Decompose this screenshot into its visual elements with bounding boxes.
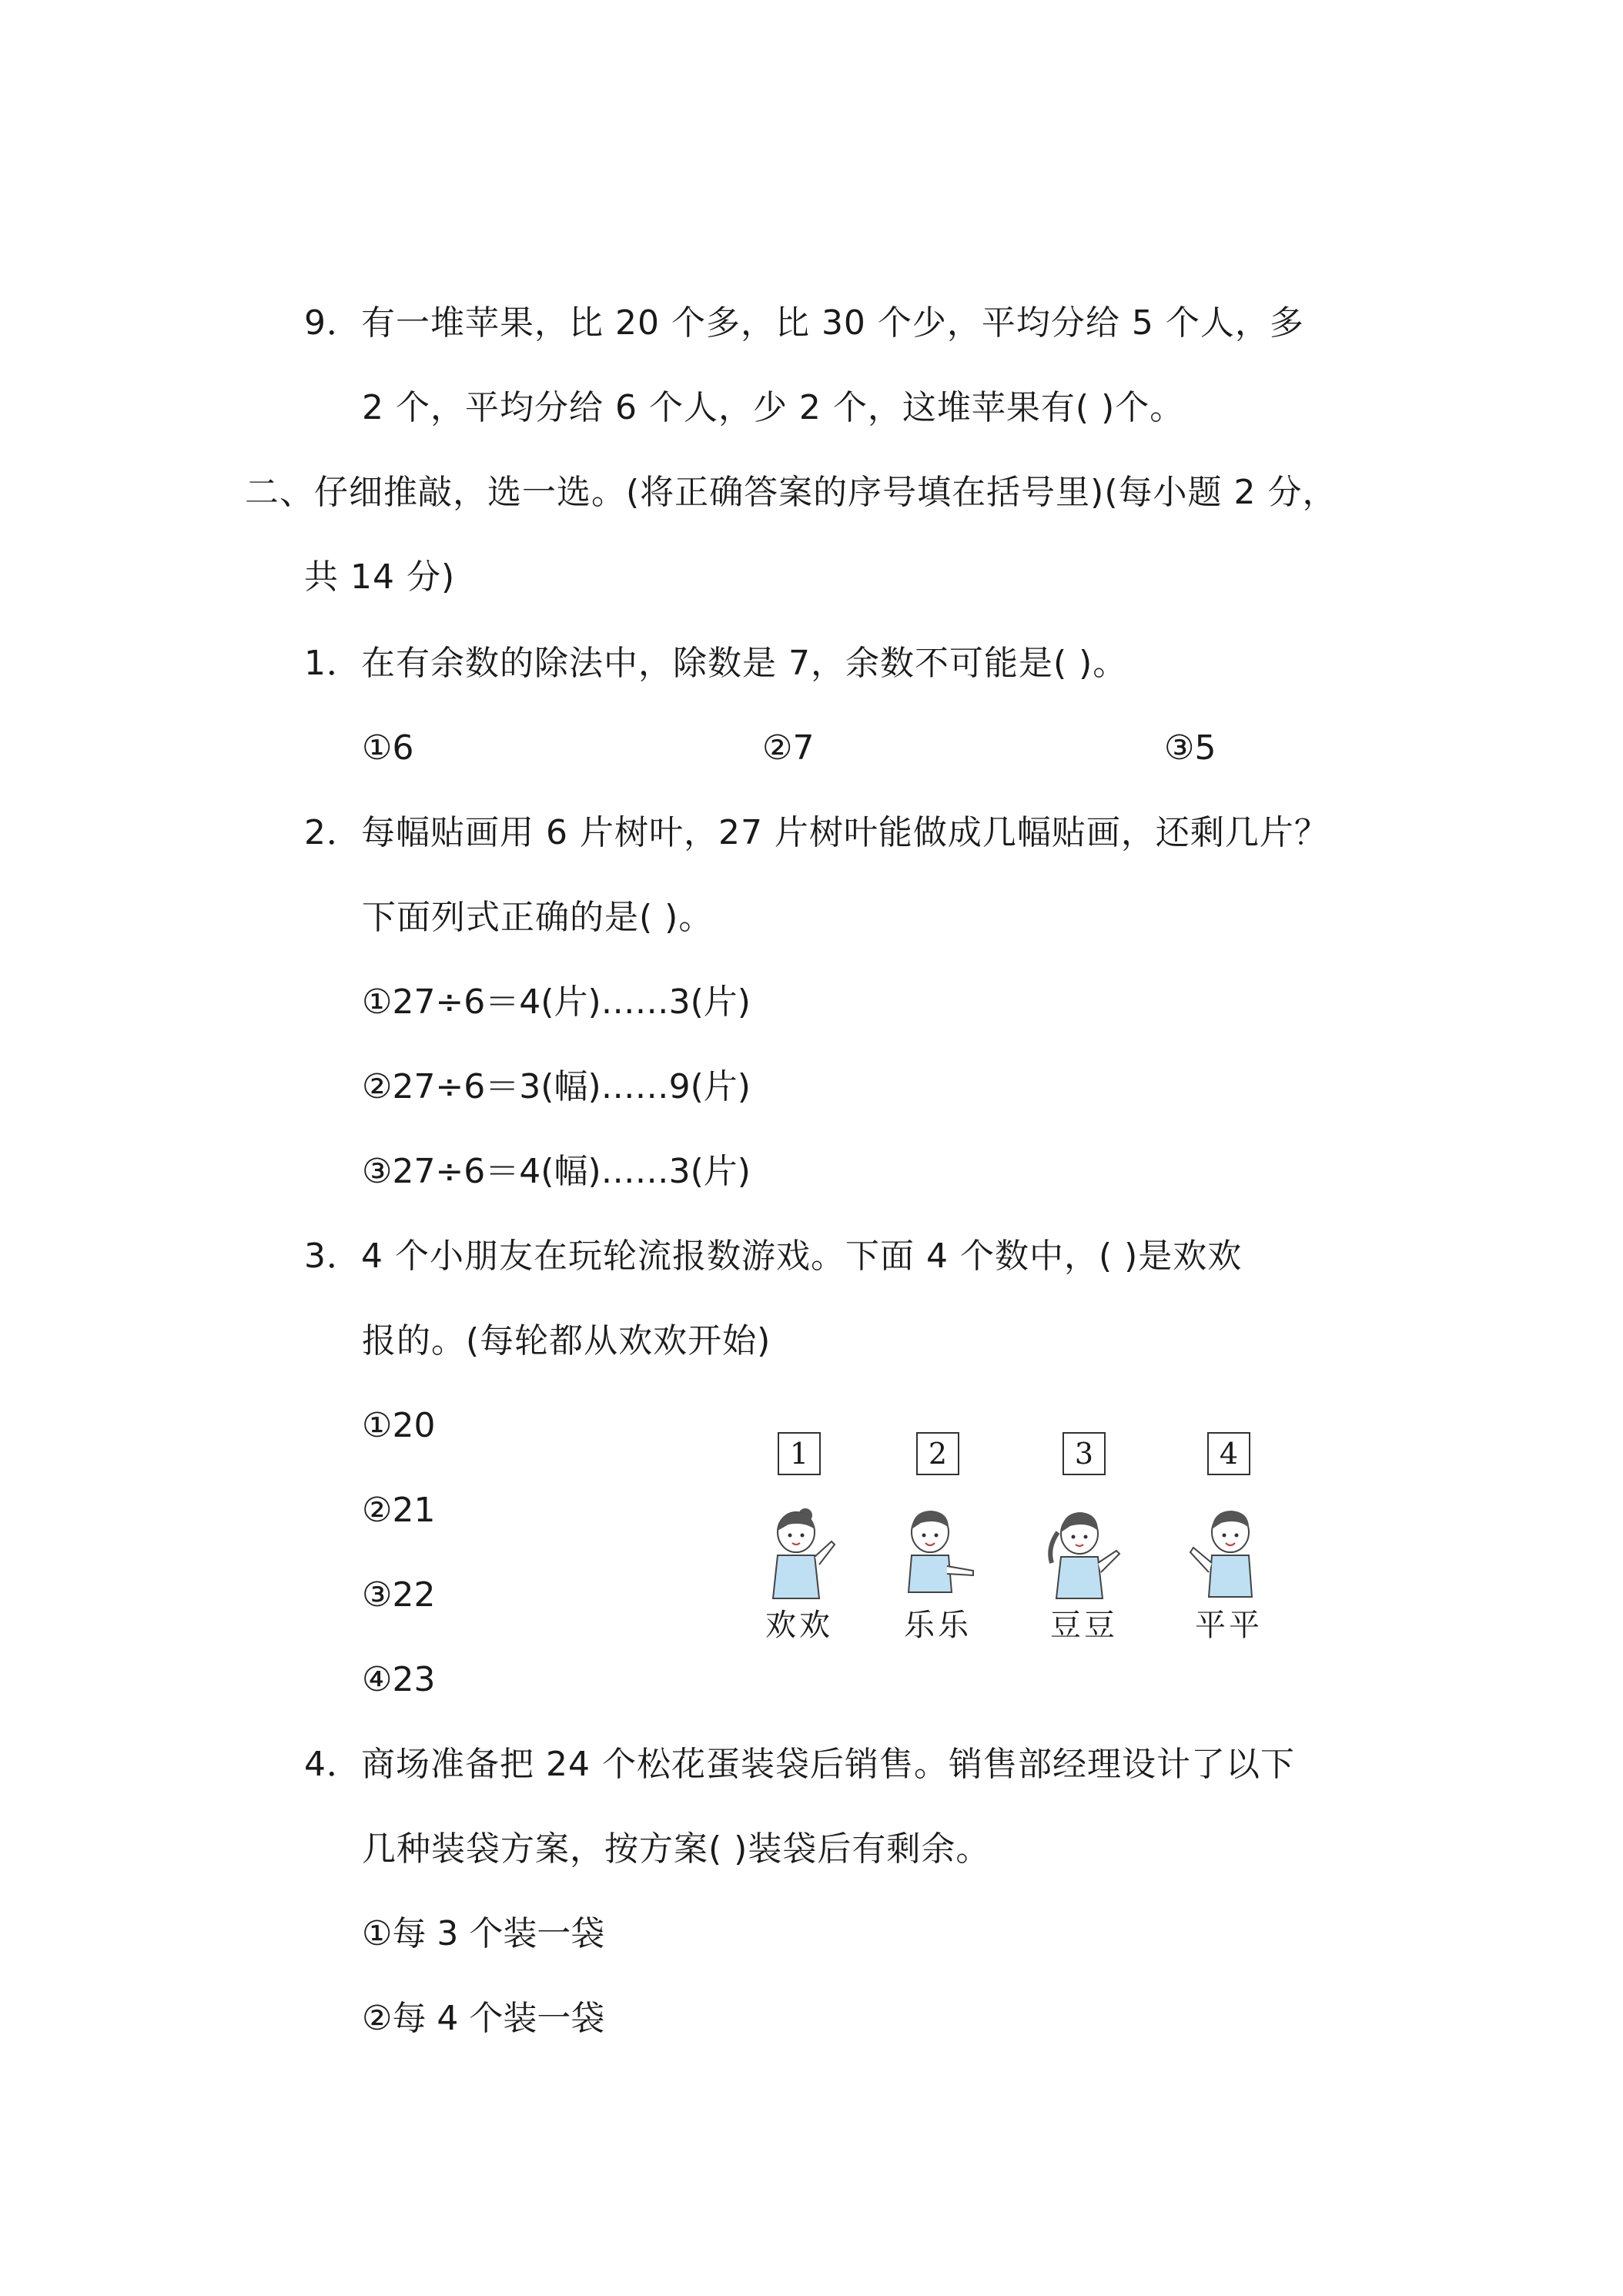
q2-option-2: ②27÷6＝3(幅)……9(片) xyxy=(362,1067,751,1106)
q1-option-1: ①6 xyxy=(362,728,414,768)
q2-line1: 2．每幅贴画用 6 片树叶，27 片树叶能做成几幅贴画，还剩几片？ xyxy=(304,813,1329,852)
q2-option-1: ①27÷6＝4(片)……3(片) xyxy=(362,982,751,1022)
q1-stem: 1．在有余数的除法中，除数是 7，余数不可能是( )。 xyxy=(304,644,1128,683)
child-pingping-illustration xyxy=(1186,1501,1270,1602)
number-card-4: 4 xyxy=(1207,1432,1250,1475)
number-card-2: 2 xyxy=(916,1432,959,1475)
q3-option-2: ②21 xyxy=(362,1491,436,1530)
q2-option-3: ③27÷6＝4(幅)……3(片) xyxy=(362,1152,751,1191)
q4-line2: 几种装袋方案，按方案( )装袋后有剩余。 xyxy=(362,1829,991,1869)
q2-line2: 下面列式正确的是( )。 xyxy=(362,898,714,937)
q3-option-1: ①20 xyxy=(362,1406,436,1445)
q9-line2: 2 个，平均分给 6 个人，少 2 个，这堆苹果有( )个。 xyxy=(362,388,1185,427)
child-name-3: 豆豆 xyxy=(1050,1608,1118,1643)
q3-option-4: ④23 xyxy=(362,1660,436,1699)
q3-option-3: ③22 xyxy=(362,1575,436,1615)
number-card-3: 3 xyxy=(1062,1432,1106,1475)
q3-line2: 报的。(每轮都从欢欢开始) xyxy=(362,1321,771,1361)
q4-option-2: ②每 4 个装一袋 xyxy=(362,1999,605,2038)
child-huanhuan-illustration xyxy=(758,1501,842,1602)
number-card-1: 1 xyxy=(778,1432,821,1475)
q1-option-3: ③5 xyxy=(1164,728,1216,768)
child-name-2: 乐乐 xyxy=(904,1608,972,1643)
q1-option-2: ②7 xyxy=(762,728,815,768)
q9-line1: 9．有一堆苹果，比 20 个多，比 30 个少，平均分给 5 个人，多 xyxy=(304,303,1304,343)
child-doudou-illustration xyxy=(1041,1501,1126,1602)
child-name-1: 欢欢 xyxy=(765,1608,833,1643)
section2-heading-line1: 二、仔细推敲，选一选。(将正确答案的序号填在括号里)(每小题 2 分， xyxy=(245,473,1337,512)
section2-heading-line2: 共 14 分) xyxy=(304,557,456,597)
child-name-4: 平平 xyxy=(1195,1608,1263,1643)
children-counting-figure xyxy=(762,1417,1270,1663)
q4-line1: 4．商场准备把 24 个松花蛋装袋后销售。销售部经理设计了以下 xyxy=(304,1745,1295,1784)
q3-line1: 3．4 个小朋友在玩轮流报数游戏。下面 4 个数中，( )是欢欢 xyxy=(304,1237,1243,1276)
q4-option-1: ①每 3 个装一袋 xyxy=(362,1914,605,1953)
child-lele-illustration xyxy=(893,1501,978,1602)
